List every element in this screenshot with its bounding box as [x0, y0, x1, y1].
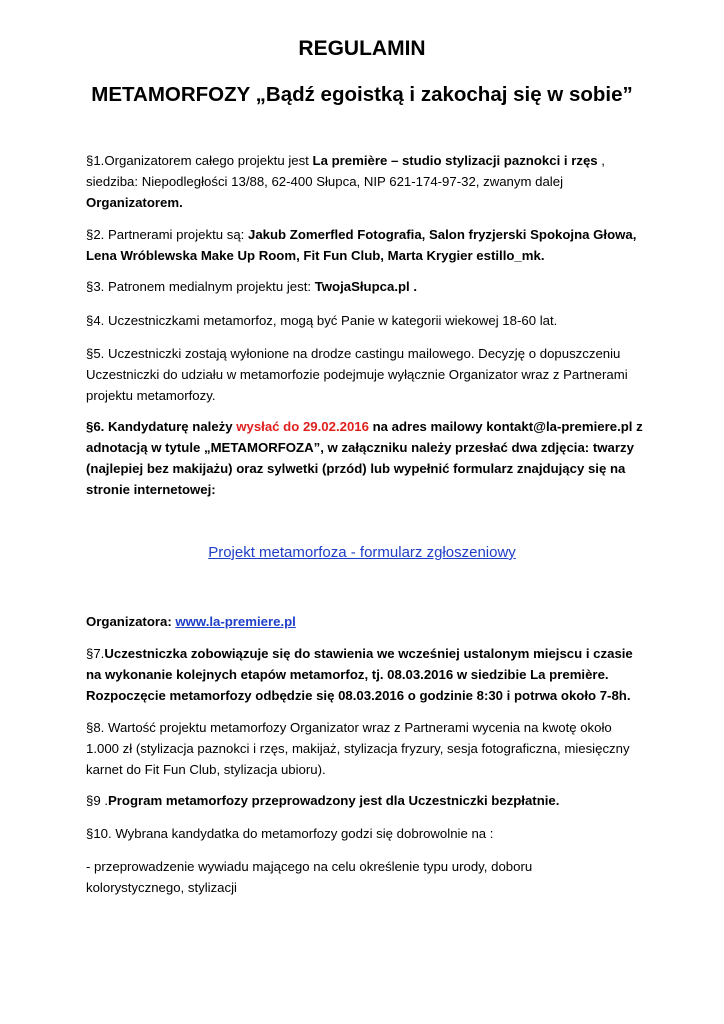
- form-link-container: [0, 544, 724, 561]
- p7-text-a: §7.: [86, 646, 105, 661]
- p1-text-c: , siedziba: Niepodległości 13/88, 62-400 Słupca, NIP 621-174-97-32, zwanym dalej: [86, 153, 605, 189]
- paragraph-2: [86, 224, 646, 266]
- p9-text-a: §9 .: [86, 793, 108, 808]
- paragraph-3: [86, 276, 646, 297]
- p3-text-a: §3. Patronem medialnym projektu jest:: [86, 279, 315, 294]
- paragraph-7: [86, 643, 646, 706]
- organizer-website-link[interactable]: www.la-premiere.pl: [175, 614, 296, 629]
- paragraph-9: [86, 790, 646, 811]
- p2-text-a: §2. Partnerami projektu są:: [86, 227, 248, 242]
- p6-text-a: §6. Kandydaturę należy: [86, 419, 237, 434]
- paragraph-6: [86, 416, 646, 500]
- p2-partners: Jakub Zomerfled Fotografia, Salon fryzjerski Spokojna Głowa, Lena Wróblewska Make Up Room, Fit Fun Club, Marta Krygier estillo_mk.: [86, 227, 637, 263]
- paragraph-11: - przeprowadzenie wywiadu mającego na celu określenie typu urody, doboru kolorystycznego, stylizacji: [86, 859, 533, 895]
- p6-deadline: wysłać do 29.02.2016: [236, 419, 369, 434]
- p1-organizer-name: La première – studio stylizacji paznokci i rzęs: [312, 153, 598, 168]
- paragraph-10: §10. Wybrana kandydatka do metamorfozy godzi się dobrowolnie na :: [86, 826, 494, 841]
- form-link[interactable]: Projekt metamorfoza - formularz zgłoszeniowy: [208, 544, 516, 561]
- document-title: REGULAMIN: [298, 37, 426, 60]
- p3-patron: TwojaSłupca.pl .: [314, 279, 418, 294]
- p7-text-b: Uczestniczka zobowiązuje się do stawienia we wcześniej ustalonym miejscu i czasie na wykonanie kolejnych etapów metamorfoz, tj. 08.03.2016 w siedzibie La première. Rozpoczęcie metamorfozy odbędzie się 08.03.2016 o godzinie 8:30 i potrwa około 7-8h.: [86, 646, 633, 703]
- p6-text-c: na adres mailowy kontakt@la-premiere.pl z adnotacją w tytule „METAMORFOZA”, w załączniku należy przesłać dwa zdjęcia: twarzy (najlepiej bez makijażu) oraz sylwetki (przód) lub wypełnić formularz znajdujący się na stronie internetowej:: [86, 419, 643, 497]
- paragraph-5: §5. Uczestniczki zostają wyłonione na drodze castingu mailowego. Decyzję o dopuszczeniu Uczestniczki do udziału w metamorfozie podejmuje wyłącznie Organizator wraz z Partnerami projektu metamorfozy.: [86, 346, 628, 403]
- document-subtitle: METAMORFOZY „Bądź egoistką i zakochaj się w sobie”: [91, 83, 633, 106]
- paragraph-4: §4. Uczestniczkami metamorfoz, mogą być Panie w kategorii wiekowej 18-60 lat.: [86, 313, 558, 328]
- organizer-label: Organizatora:: [86, 614, 172, 629]
- p1-organizer-label: Organizatorem.: [86, 195, 183, 210]
- organizer-line: [86, 611, 646, 632]
- p1-text-a: §1.Organizatorem całego projektu jest: [86, 153, 313, 168]
- paragraph-8: §8. Wartość projektu metamorfozy Organizator wraz z Partnerami wycenia na kwotę około 1.000 zł (stylizacja paznokci i rzęs, makijaż, stylizacja fryzury, sesja fotograficzna, miesięczny karnet do Fit Fun Club, stylizacja ubioru).: [86, 720, 630, 777]
- paragraph-1: [86, 150, 646, 213]
- p9-text-b: Program metamorfozy przeprowadzony jest dla Uczestniczki bezpłatnie.: [108, 793, 560, 808]
